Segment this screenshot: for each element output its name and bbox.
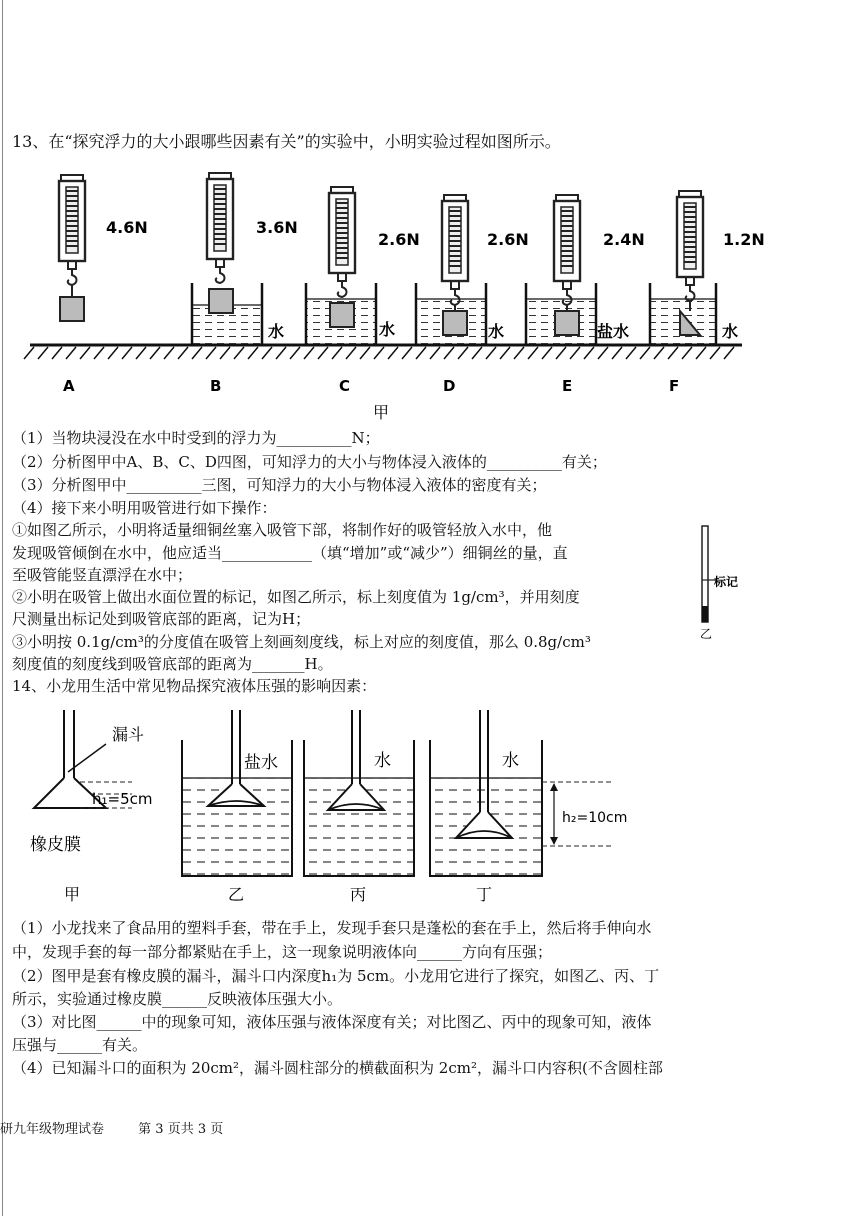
tube-figure-label: 乙: [700, 627, 713, 641]
h2-label: h₂=10cm: [562, 810, 628, 826]
fig-label-jia: 甲: [64, 885, 81, 904]
label-f: F: [669, 377, 680, 395]
q13-line-11: 刻度值的刻度线到吸管底部的距离为_______H。: [12, 655, 333, 673]
footer-page-number: 第 3 页共 3 页: [138, 1122, 224, 1137]
liquid-yi: 盐水: [244, 753, 278, 773]
ground-hatched: [24, 345, 742, 359]
liquid-label-c: 水: [379, 320, 396, 339]
q14-line-5: （3）对比图______中的现象可知，液体压强与液体深度有关；对比图乙、丙中的现象可知，液体: [12, 1013, 652, 1031]
beaker-ding: [430, 710, 542, 876]
membrane-label: 橡皮膜: [30, 835, 81, 855]
reading-c: 2.6N: [378, 230, 420, 249]
spring-scale-c: [329, 187, 355, 327]
page-footer: [0, 1118, 253, 1137]
spring-scale-a: [59, 175, 85, 321]
q13-line-10: ③小明按 0.1g/cm³的分度值在吸管上刻画刻度线，标上对应的刻度值，那么 0.8g/cm³: [12, 633, 591, 651]
q14-line-4: 所示，实验通过橡皮膜______反映液体压强大小。: [12, 990, 343, 1008]
figure-jia-spring-scale-experiment: [0, 165, 860, 425]
q13-line-8: ②小明在吸管上做出水面位置的标记，如图乙所示，标上刻度值为 1g/cm³，并用刻度: [12, 588, 580, 606]
q14-line-6: 压强与______有关。: [12, 1036, 148, 1054]
liquid-label-d: 水: [488, 322, 505, 341]
label-a: A: [63, 377, 75, 395]
label-b: B: [210, 377, 222, 395]
h1-label: h₁=5cm: [92, 790, 153, 808]
spring-scale-d: [442, 195, 468, 335]
spring-scale-b: [207, 173, 233, 313]
q13-line-1: （1）当物块浸没在水中时受到的浮力为__________N；: [12, 429, 380, 447]
q13-line-9: 尺测量出标记处到吸管底部的距离，记为H；: [12, 610, 311, 628]
reading-d: 2.6N: [487, 230, 529, 249]
fig-label-ding: 丁: [476, 885, 493, 904]
question-13-title: 13、在“探究浮力的大小跟哪些因素有关”的实验中，小明实验过程如图所示。: [12, 132, 561, 151]
q14-line-7: （4）已知漏斗口的面积为 20cm²，漏斗圆柱部分的横截面积为 2cm²，漏斗口内容积(不含圆柱部: [12, 1059, 663, 1077]
liquid-label-f: 水: [722, 322, 739, 341]
fig-label-yi: 乙: [228, 885, 245, 904]
q14-line-1: （1）小龙找来了食品用的塑料手套，带在手上，发现手套只是蓬松的套在手上，然后将手伸向水: [12, 919, 652, 937]
tube-mark-label: 标记: [714, 575, 739, 589]
figure-jia-label: 甲: [373, 403, 390, 422]
liquid-ding: 水: [502, 751, 519, 771]
funnel-label: 漏斗: [112, 725, 145, 744]
liquid-bing: 水: [374, 751, 391, 771]
liquid-label-b: 水: [268, 322, 285, 341]
q13-line-4: （4）接下来小明用吸管进行如下操作：: [12, 499, 277, 517]
label-d: D: [443, 377, 456, 395]
q13-line-5: ①如图乙所示，小明将适量细铜丝塞入吸管下部，将制作好的吸管轻放入水中，他: [12, 521, 553, 539]
label-c: C: [339, 377, 351, 395]
reading-a: 4.6N: [106, 218, 148, 237]
beaker-bing: [304, 710, 414, 876]
beaker-yi: [182, 710, 292, 876]
fig-label-bing: 丙: [350, 885, 367, 904]
reading-b: 3.6N: [256, 218, 298, 237]
figure-14-funnel-experiment: [0, 700, 860, 910]
q13-line-2: （2）分析图甲中A、B、C、D四图，可知浮力的大小与物体浸入液体的__________有关；: [12, 453, 607, 471]
liquid-label-e: 盐水: [597, 322, 630, 341]
label-e: E: [562, 377, 573, 395]
figure-yi-straw-tube: [690, 524, 750, 644]
reading-e: 2.4N: [603, 230, 645, 249]
q13-line-6: 发现吸管倾倒在水中，他应适当____________（填“增加”或“减少”）细铜丝的量，直: [12, 544, 568, 562]
footer-exam-title: 研九年级物理试卷: [0, 1122, 105, 1137]
q14-line-2: 中，发现手套的每一部分都紧贴在手上，这一现象说明液体向______方向有压强；: [12, 943, 553, 961]
question-14-title: 14、小龙用生活中常见物品探究液体压强的影响因素：: [12, 677, 377, 695]
q13-line-3: （3）分析图甲中__________三图，可知浮力的大小与物体浸入液体的密度有关；: [12, 476, 547, 494]
q14-line-3: （2）图甲是套有橡皮膜的漏斗，漏斗口内深度h₁为 5cm。小龙用它进行了探究，如图乙、丙、丁: [12, 967, 660, 985]
spring-scale-e: [554, 195, 580, 335]
q13-line-7: 至吸管能竖直漂浮在水中；: [12, 566, 193, 584]
reading-f: 1.2N: [723, 230, 765, 249]
